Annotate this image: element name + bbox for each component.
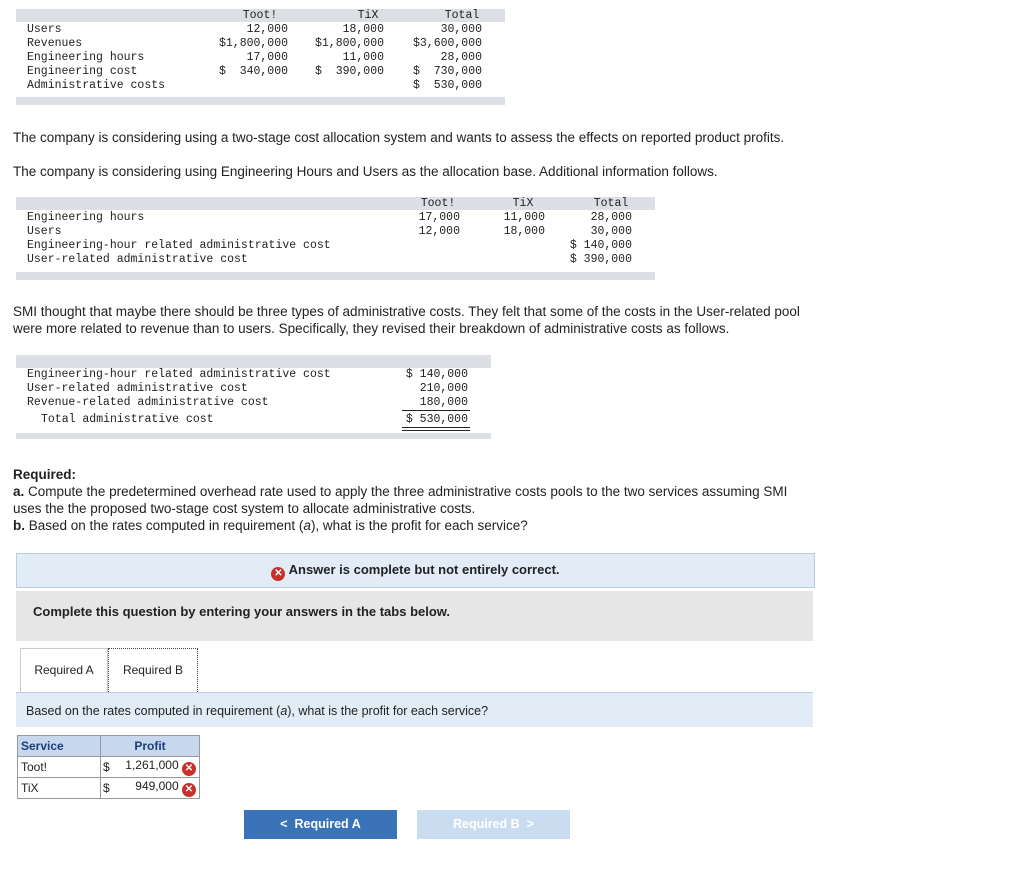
row-label: Users — [27, 23, 62, 36]
profit-value: 949,000 — [135, 779, 179, 793]
tab-required-a[interactable]: Required A — [20, 648, 108, 692]
cell-profit-input[interactable] — [117, 778, 200, 799]
instruction-box — [16, 591, 813, 641]
subtotal-rule — [402, 410, 470, 411]
cell-total: $ 730,000 — [412, 65, 482, 78]
required-section — [13, 466, 893, 534]
required-b-label: b. — [13, 518, 25, 533]
cell-value: 210,000 — [419, 382, 468, 395]
table-header-row — [18, 736, 200, 757]
incorrect-icon: ✕ — [182, 783, 196, 797]
cell-toot: $ 340,000 — [218, 65, 288, 78]
cell-service: Toot! — [18, 757, 101, 778]
table-footer-bar — [16, 97, 505, 105]
incorrect-icon: ✕ — [182, 762, 196, 776]
required-a-label: a. — [13, 484, 25, 499]
table-row — [18, 778, 200, 799]
col-header-service: Service — [18, 736, 101, 757]
cell-value: $ 140,000 — [405, 368, 468, 381]
table-footer-bar — [16, 272, 655, 280]
cell-profit-input[interactable] — [117, 757, 200, 778]
profit-value: 1,261,000 — [125, 758, 179, 772]
required-heading: Required: — [13, 467, 77, 482]
cell-total: 30,000 — [440, 23, 482, 36]
cell-total: $ 530,000 — [412, 79, 482, 92]
row-label: Users — [27, 225, 62, 238]
cell-total: $ 390,000 — [569, 253, 632, 266]
required-a — [13, 483, 893, 500]
row-label: User-related administrative cost — [27, 382, 248, 395]
required-a-line2: uses the the proposed two-stage cost system to allocate administrative costs. — [13, 501, 476, 516]
cell-toot: 17,000 — [418, 211, 460, 224]
total-rule-2 — [402, 430, 470, 431]
row-label-total: Total administrative cost — [41, 413, 214, 426]
cell-total: 28,000 — [440, 51, 482, 64]
cell-value: 180,000 — [419, 396, 468, 409]
row-label: Engineering-hour related administrative cost — [27, 239, 331, 252]
cell-toot: 17,000 — [246, 51, 288, 64]
row-label: Engineering hours — [27, 51, 145, 64]
answer-status-banner — [16, 553, 815, 588]
row-label: User-related administrative cost — [27, 253, 248, 266]
row-label: Revenues — [27, 37, 83, 50]
cell-toot: 12,000 — [418, 225, 460, 238]
chevron-right-icon: > — [526, 817, 534, 831]
cell-tix: 18,000 — [503, 225, 545, 238]
cell-toot: 12,000 — [246, 23, 288, 36]
prev-button-label: Required A — [294, 817, 361, 831]
tab-required-b[interactable]: Required B — [108, 648, 198, 692]
row-label: Revenue-related administrative cost — [27, 396, 269, 409]
cell-service: TiX — [18, 778, 101, 799]
row-label: Engineering hours — [27, 211, 145, 224]
col-header-toot: Toot! — [420, 197, 456, 210]
required-b — [13, 517, 893, 534]
question-pre: Based on the rates computed in requirement ( — [26, 704, 281, 718]
paragraph-allocation-base: The company is considering using Engineering Hours and Users as the allocation base. Additional information follows. — [13, 164, 718, 179]
row-label: Engineering cost — [27, 65, 138, 78]
chevron-left-icon: < — [280, 817, 288, 831]
row-label: Engineering-hour related administrative cost — [27, 368, 331, 381]
cell-toot: $1,800,000 — [218, 37, 288, 50]
col-header-tix: TiX — [512, 197, 534, 210]
cell-tix: 11,000 — [342, 51, 384, 64]
table-footer-bar — [16, 433, 491, 439]
cell-tix: $ 390,000 — [314, 65, 384, 78]
col-header-toot: Toot! — [242, 9, 278, 22]
cell-tix: $1,800,000 — [314, 37, 384, 50]
question-box — [16, 693, 813, 727]
total-rule-1 — [402, 427, 470, 428]
profit-table — [17, 735, 200, 799]
answer-status-text: Answer is complete but not entirely correct. — [288, 562, 560, 577]
col-header-profit: Profit — [101, 736, 200, 757]
cell-currency: $ — [101, 778, 118, 799]
paragraph-smi-line2: were more related to revenue than to users. Specifically, they revised their breakdown of administrative costs as follows. — [13, 321, 730, 336]
cell-value-total: $ 530,000 — [405, 413, 468, 426]
col-header-tix: TiX — [357, 9, 379, 22]
cell-tix: 11,000 — [503, 211, 545, 224]
incorrect-icon: ✕ — [271, 567, 285, 581]
required-b-post: ), what is the profit for each service? — [310, 518, 528, 533]
cell-total: $ 140,000 — [569, 239, 632, 252]
question-post: ), what is the profit for each service? — [287, 704, 489, 718]
row-label: Administrative costs — [27, 79, 166, 92]
cell-total: 30,000 — [590, 225, 632, 238]
prev-required-a-button[interactable] — [244, 810, 397, 839]
table-header-bar — [16, 355, 491, 368]
question-text — [26, 704, 488, 718]
required-b-pre: Based on the rates computed in requirement ( — [28, 518, 304, 533]
required-b-em: a — [303, 518, 311, 533]
col-header-total: Total — [593, 197, 629, 210]
required-a-line1: Compute the predetermined overhead rate used to apply the three administrative costs pools to the two services assuming SMI — [28, 484, 788, 499]
paragraph-two-stage: The company is considering using a two-stage cost allocation system and wants to assess the effects on reported product profits. — [13, 130, 785, 145]
next-required-b-button[interactable] — [417, 810, 570, 839]
table-header-bar — [16, 197, 655, 210]
col-header-total: Total — [444, 9, 480, 22]
cell-currency: $ — [101, 757, 118, 778]
paragraph-smi-line1: SMI thought that maybe there should be three types of administrative costs. They felt that some of the costs in the User-related pool — [13, 304, 800, 319]
cell-total: $3,600,000 — [412, 37, 482, 50]
question-em: a — [280, 704, 288, 718]
cell-tix: 18,000 — [342, 23, 384, 36]
next-button-label: Required B — [453, 817, 520, 831]
instruction-text: Complete this question by entering your answers in the tabs below. — [33, 604, 451, 619]
table-row — [18, 757, 200, 778]
cell-total: 28,000 — [590, 211, 632, 224]
